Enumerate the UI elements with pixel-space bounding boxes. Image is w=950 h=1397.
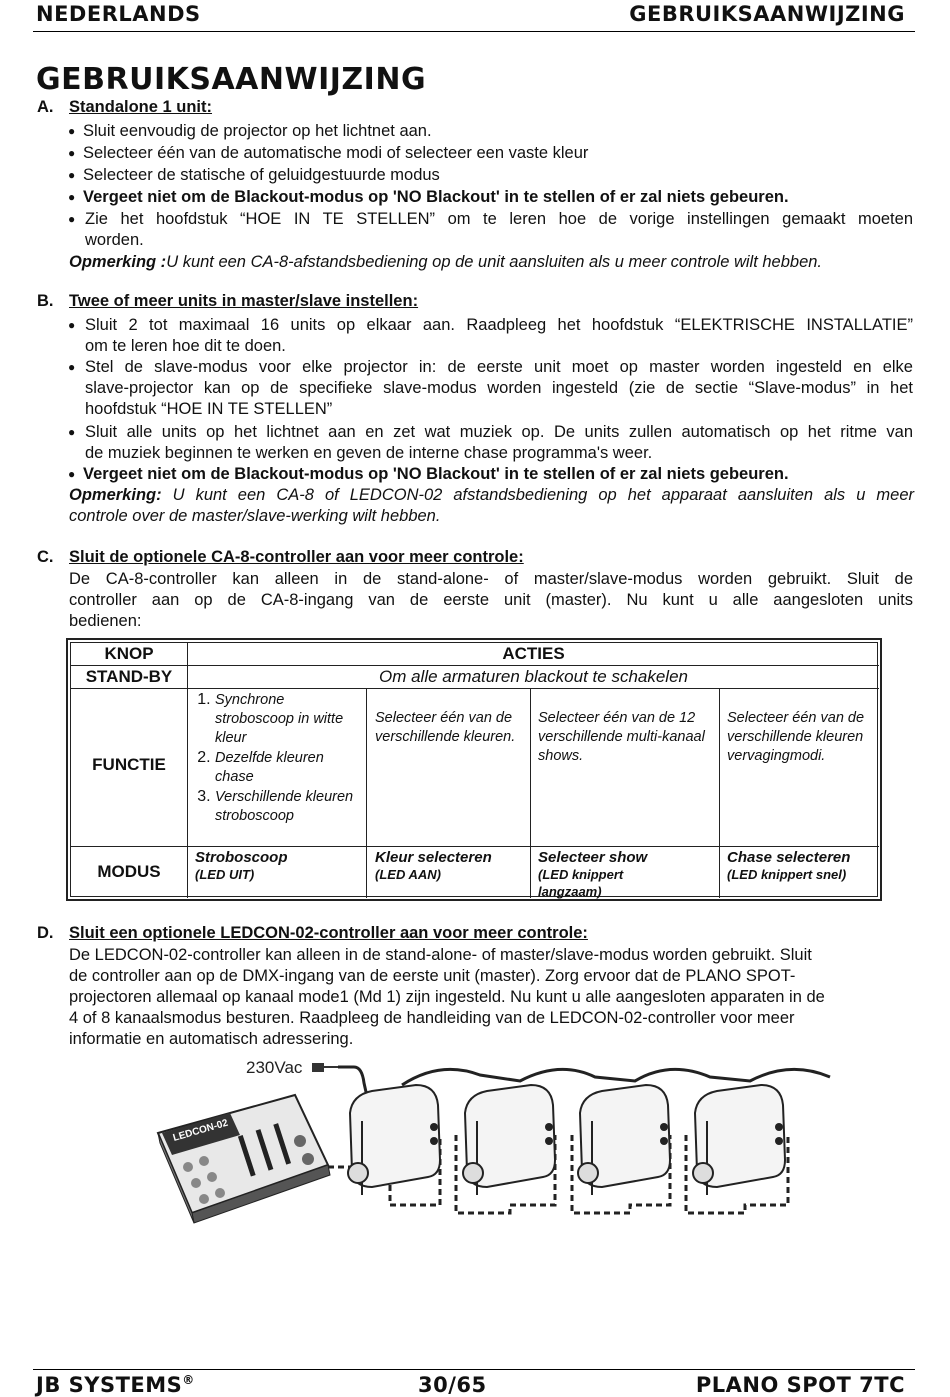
bullet-text: worden. — [85, 231, 144, 249]
header-rule — [33, 31, 915, 32]
footer-product: PLANO SPOT 7TC — [695, 1373, 905, 1397]
modus-name: Stroboscoop — [195, 849, 288, 866]
bullet-text: Selecteer de statische of geluidgestuurde modus — [83, 166, 440, 184]
bullet-icon: ● — [68, 212, 76, 226]
bullet-text: Sluit alle units op het lichtnet aan en zet wat muziek op. De units zullen automatisch op het ritme van — [85, 423, 913, 441]
table-header-knop: KNOP — [104, 644, 154, 663]
paragraph-line: projectoren allemaal op kanaal mode1 (Md 1) zijn ingesteld. Nu kunt u alle aangesloten apparaten in de — [69, 988, 825, 1006]
power-plug-icon — [312, 1063, 338, 1072]
power-chain-cable — [402, 1069, 830, 1085]
brand-name: JB SYSTEMS — [36, 1373, 183, 1397]
header-left: NEDERLANDS — [36, 2, 201, 26]
paragraph-line: De LEDCON-02-controller kan alleen in de stand-alone- of master/slave-modus worden gebruikt. Sluit — [69, 946, 812, 964]
bullet-item — [68, 422, 913, 466]
projector-icon — [578, 1085, 670, 1195]
note-text: U kunt een CA-8-afstandsbediening op de unit aansluiten als u meer controle wilt hebben. — [166, 253, 823, 271]
note-line — [69, 485, 914, 506]
standby-text: Om alle armaturen blackout te schakelen — [379, 667, 688, 686]
projector-icon — [693, 1085, 785, 1195]
note — [69, 252, 822, 273]
page-title: GEBRUIKSAANWIJZING — [36, 62, 427, 97]
modus-sub: (LED UIT) — [195, 867, 255, 882]
bullet-text: Selecteer één van de automatische modi of selecteer een vaste kleur — [83, 144, 589, 162]
modus-name: Kleur selecteren — [375, 849, 492, 866]
page-number: 30/65 — [418, 1373, 487, 1397]
section-letter: A. — [37, 98, 54, 116]
bullet-text: om te leren hoe dit te doen. — [85, 337, 286, 355]
row-label-modus: MODUS — [97, 862, 161, 881]
functie-list — [195, 690, 360, 826]
functie-shows: Selecteer één van de 12 verschillende multi-kanaal shows. — [538, 710, 705, 764]
list-item: 1. Synchrone stroboscoop in witte kleur — [215, 690, 360, 748]
note-label: Opmerking : — [69, 253, 167, 271]
section-title: Sluit de optionele CA-8-controller aan voor meer controle: — [69, 548, 524, 566]
paragraph-line: de controller aan op de DMX-ingang van de eerste unit (master). Zorg ervoor dat de PLANO SPOT- — [69, 967, 796, 985]
paragraph-line: 4 of 8 kanaalsmodus besturen. Raadpleeg de handleiding van de LEDCON-02-controller voor meer — [69, 1009, 795, 1027]
table-divider — [530, 688, 531, 898]
paragraph-line: bedienen: — [69, 612, 142, 630]
ledcon-controller — [158, 1095, 330, 1223]
table-divider — [71, 688, 879, 689]
bullet-text: Vergeet niet om de Blackout-modus op 'NO Blackout' in te stellen of er zal niets gebeuren. — [83, 465, 789, 483]
bullet-icon: ● — [68, 146, 76, 160]
bullet-item — [68, 315, 913, 359]
modus-name: Selecteer show — [538, 849, 648, 866]
section-title: Sluit een optionele LEDCON-02-controller aan voor meer controle: — [69, 924, 588, 942]
bullet-icon: ● — [68, 124, 76, 138]
bullet-icon: ● — [68, 467, 76, 481]
controls-table — [66, 638, 882, 901]
list-item: 3. Verschillende kleuren stroboscoop — [215, 787, 360, 826]
functie-fade: Selecteer één van de verschillende kleuren vervagingmodi. — [727, 710, 865, 764]
projector-icon — [348, 1085, 440, 1195]
registered-mark: ® — [182, 1373, 195, 1387]
table-divider — [71, 846, 879, 847]
modus-name: Chase selecteren — [727, 849, 851, 866]
section-letter: B. — [37, 292, 54, 310]
bullet-icon: ● — [68, 425, 76, 439]
bullet-text: Stel de slave-modus voor elke projector in: de eerste unit moet op master worden ingesteld en elke — [85, 358, 913, 376]
paragraph-line: De CA-8-controller kan alleen in de stand-alone- of master/slave-modus worden gebruikt. Sluit de — [69, 570, 913, 588]
bullet-item — [68, 209, 913, 253]
bullet-text: de muziek beginnen te werken en geven de interne chase programma's weer. — [85, 444, 653, 462]
section-letter: D. — [37, 924, 54, 942]
bullet-item — [68, 357, 913, 423]
note — [69, 485, 914, 527]
footer-brand — [36, 1373, 195, 1397]
bullet-text: slave-projector kan op de specifieke slave-modus worden ingesteld (zie de sectie “Slave-modus” in het — [85, 379, 913, 397]
section-letter: C. — [37, 548, 54, 566]
section-title: Twee of meer units in master/slave instellen: — [69, 292, 419, 310]
bullet-text: Vergeet niet om de Blackout-modus op 'NO Blackout' in te stellen of er zal niets gebeuren. — [83, 188, 789, 206]
section-d-paragraph — [69, 945, 913, 1050]
list-item: 2. Dezelfde kleuren chase — [215, 748, 360, 787]
section-title: Standalone 1 unit: — [69, 98, 213, 116]
bullet-icon: ● — [68, 190, 76, 204]
row-label-functie: FUNCTIE — [92, 755, 166, 774]
bullet-text: Sluit eenvoudig de projector op het lichtnet aan. — [83, 122, 432, 140]
bullet-icon: ● — [68, 360, 76, 374]
modus-sub: (LED AAN) — [375, 867, 441, 882]
row-label-standby: STAND-BY — [85, 667, 173, 686]
controller-label: LEDCON-02 — [171, 1117, 230, 1144]
section-c-paragraph — [69, 569, 913, 632]
footer-rule — [33, 1369, 915, 1370]
projector-icon — [463, 1085, 555, 1195]
bullet-icon: ● — [68, 318, 76, 332]
table-divider — [71, 665, 879, 666]
note-text: controle over de master/slave-werking wilt hebben. — [69, 507, 441, 525]
bullet-icon: ● — [68, 168, 76, 182]
bullet-text: Sluit 2 tot maximaal 16 units op elkaar aan. Raadpleeg het hoofdstuk “ELEKTRISCHE INSTALLATIE” — [85, 316, 913, 334]
functie-colors: Selecteer één van de verschillende kleuren. — [375, 710, 516, 745]
power-label: 230Vac — [246, 1058, 303, 1077]
table-divider — [366, 688, 367, 898]
table-inner — [70, 642, 878, 897]
header-right: GEBRUIKSAANWIJZING — [629, 2, 905, 26]
bullet-text: Zie het hoofdstuk “HOE IN TE STELLEN” om te leren hoe de vorige instellingen gemaakt moeten — [85, 210, 913, 228]
bullet-text: hoofdstuk “HOE IN TE STELLEN” — [85, 400, 333, 418]
modus-sub: (LED knippert langzaam) — [538, 867, 624, 899]
modus-sub: (LED knippert snel) — [727, 867, 847, 882]
paragraph-line: informatie en automatisch adressering. — [69, 1030, 354, 1048]
connection-diagram — [140, 1055, 940, 1230]
table-header-acties: ACTIES — [502, 644, 565, 663]
note-text: U kunt een CA-8 of LEDCON-02 afstandsbediening op het apparaat aansluiten als u meer — [172, 486, 914, 504]
table-divider — [719, 688, 720, 898]
note-label: Opmerking: — [69, 486, 162, 504]
paragraph-line: controller aan op de CA-8-ingang van de eerste unit (master). Nu kunt u alle aangesloten units — [69, 591, 913, 609]
